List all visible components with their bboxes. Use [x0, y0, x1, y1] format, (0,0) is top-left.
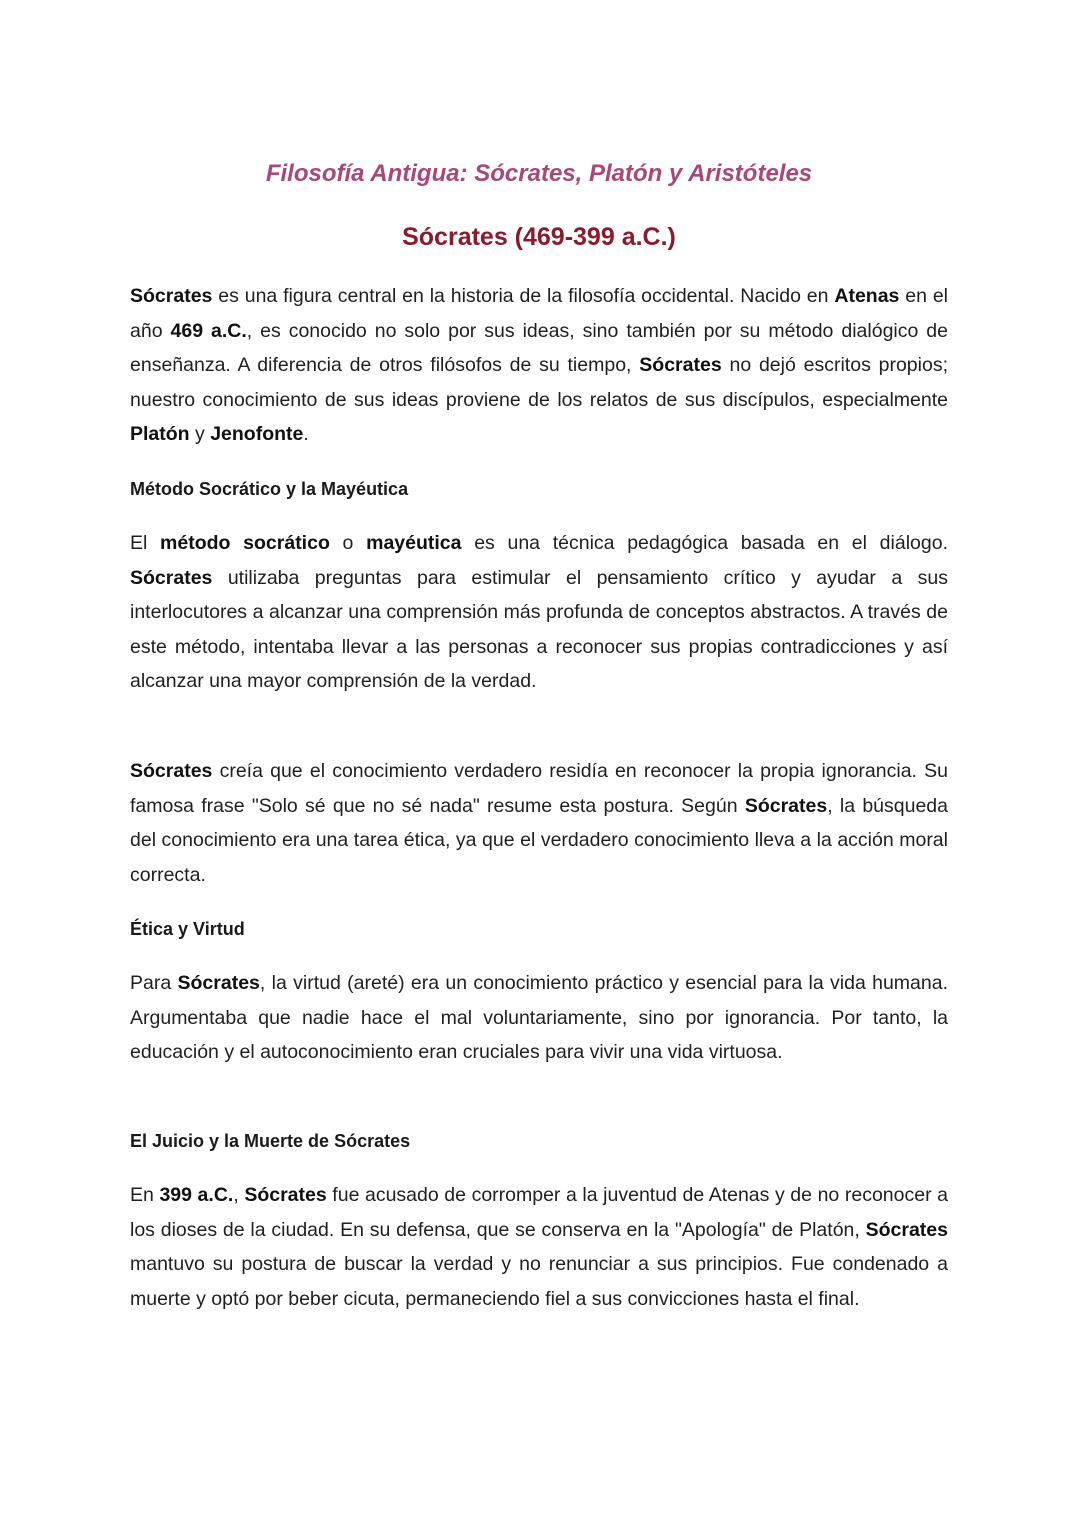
heading-ethics: Ética y Virtud [130, 919, 245, 939]
bold-term: Sócrates [744, 794, 828, 817]
bold-term: Sócrates [177, 972, 260, 994]
ethics-paragraph: Para Sócrates, la virtud (areté) era un conocimiento práctico y esencial para la vida humana. Argumentaba que nadie hace el mal voluntariamente, sino por ignorancia. Por tanto, la educación y el autoconocimiento eran cruciales para vivir una vida virtuosa. [130, 972, 948, 1063]
bold-term: método socrático [160, 532, 330, 554]
bold-term: 469 a.C. [170, 319, 247, 342]
trial-paragraph: En 399 a.C., Sócrates fue acusado de corromper a la juventud de Atenas y de no reconocer a los dioses de la ciudad. En su defensa, que se conserva en la "Apología" de Platón, Sócrates mantuvo su postura de buscar la verdad y no renunciar a sus principios. Fue condenado a muerte y optó por beber cicuta, permaneciendo fiel a sus convicciones hasta el final. [130, 1184, 948, 1310]
bold-term: Jenofonte [210, 423, 304, 445]
bold-term: Atenas [834, 285, 900, 307]
bold-term: Sócrates [130, 285, 213, 307]
heading-trial: El Juicio y la Muerte de Sócrates [130, 1131, 411, 1151]
bold-term: Sócrates [865, 1218, 948, 1241]
intro-paragraph: Sócrates es una figura central en la historia de la filosofía occidental. Nacido en Atenas en el año 469 a.C., es conocido no solo por sus ideas, sino también por su método dialógico de enseñanza. A diferencia de otros filósofos de su tiempo, Sócrates no dejó escritos propios; nuestro conocimiento de sus ideas proviene de los relatos de sus discípulos, especialmente Platón y Jenofonte. [130, 285, 949, 445]
bold-term: Platón [130, 423, 190, 445]
section-title: Sócrates (469-399 a.C.) [402, 223, 676, 251]
heading-method: Método Socrático y la Mayéutica [130, 479, 409, 499]
bold-term: mayéutica [366, 532, 462, 554]
bold-term: Sócrates [130, 760, 213, 782]
method-paragraph-2: Sócrates creía que el conocimiento verdadero residía en reconocer la propia ignorancia. Su famosa frase "Solo sé que no sé nada" resume esta postura. Según Sócrates, la búsqueda del conocimiento era una tarea ética, ya que el verdadero conocimiento lleva a la acción moral correcta. [130, 760, 948, 886]
method-paragraph-1: El método socrático o mayéutica es una técnica pedagógica basada en el diálogo. Sócrates utilizaba preguntas para estimular el pensamiento crítico y ayudar a sus interlocutores a alcanzar una comprensión más profunda de conceptos abstractos. A través de este método, intentaba llevar a las personas a reconocer sus propias contradicciones y así alcanzar una mayor comprensión de la verdad. [130, 532, 948, 692]
bold-term: 399 a.C. [159, 1184, 234, 1206]
bold-term: Sócrates [639, 354, 722, 376]
bold-term: Sócrates [130, 566, 213, 589]
bold-term: Sócrates [244, 1184, 327, 1206]
document-title: Filosofía Antigua: Sócrates, Platón y Aristóteles [265, 160, 813, 187]
